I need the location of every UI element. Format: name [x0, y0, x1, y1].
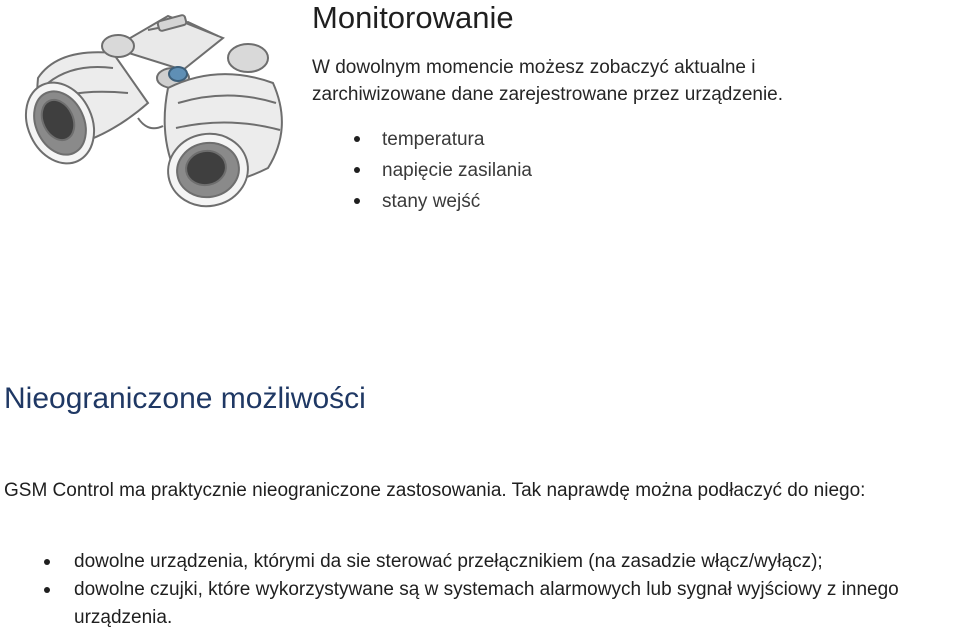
list-item: temperatura	[352, 124, 532, 155]
possibilities-description: GSM Control ma praktycznie nieograniczone zastosowania. Tak naprawdę można podłaczyć do niego:	[4, 480, 866, 501]
binoculars-icon	[18, 8, 298, 213]
possibilities-title: Nieograniczone możliwości	[4, 382, 366, 415]
monitoring-title: Monitorowanie	[312, 0, 514, 35]
monitoring-list	[352, 124, 532, 217]
possibilities-list	[4, 548, 959, 632]
monitoring-description: W dowolnym momencie możesz zobaczyć aktualne i zarchiwizowane dane zarejestrowane przez urządzenie.	[312, 57, 784, 105]
list-item: napięcie zasilania	[352, 155, 532, 186]
list-item: stany wejść	[352, 186, 532, 217]
list-item: dowolne urządzenia, którymi da sie sterować przełącznikiem (na zasadzie włącz/wyłącz);	[4, 548, 959, 576]
list-item: dowolne czujki, które wykorzystywane są w systemach alarmowych lub sygnał wyjściowy z innego urządzenia.	[4, 576, 959, 632]
